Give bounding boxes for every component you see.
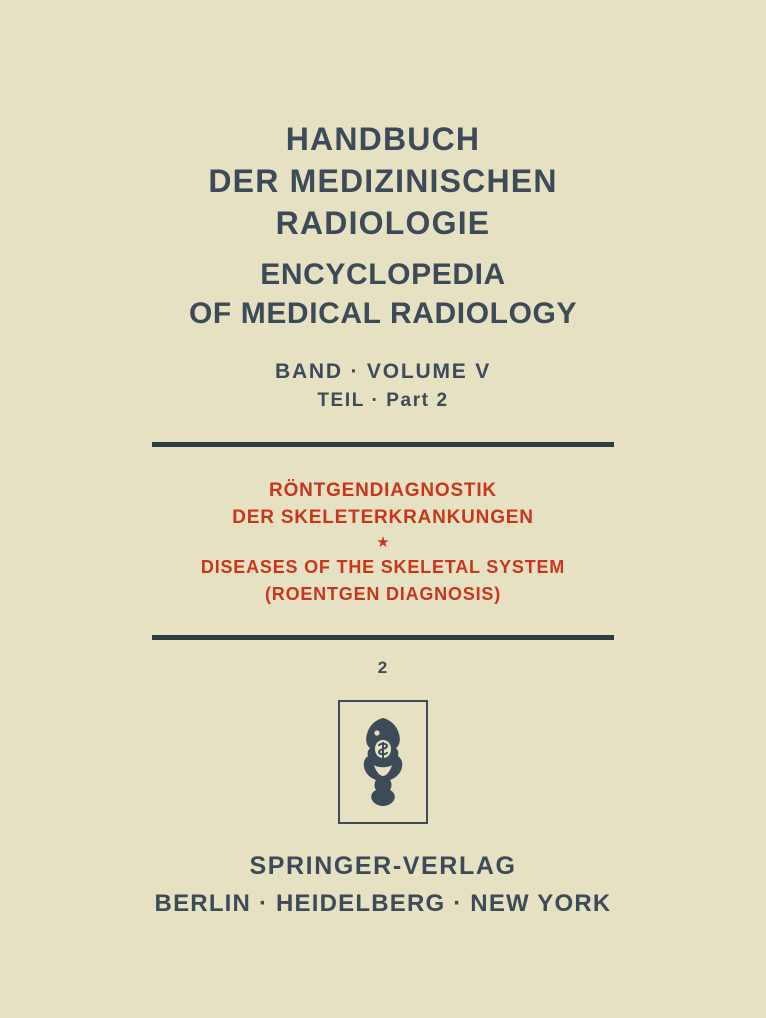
- subtitle-en-2: (ROENTGEN DIAGNOSIS): [264, 583, 501, 604]
- springer-knight-icon: [338, 700, 428, 824]
- divider-bottom: [152, 635, 614, 640]
- subtitle-de-2: DER SKELETERKRANKUNGEN: [232, 507, 534, 529]
- knight-chess-logo-svg: [348, 710, 418, 814]
- volume-label: BAND · VOLUME V: [275, 359, 491, 383]
- publisher-name: SPRINGER-VERLAG: [249, 851, 517, 880]
- part-label: TEIL · Part 2: [317, 390, 449, 412]
- volume-block: [275, 356, 491, 416]
- publisher-logo-wrap: [338, 700, 428, 824]
- title-line-de-2: DER MEDIZINISCHEN: [208, 163, 558, 200]
- publisher-cities: BERLIN · HEIDELBERG · NEW YORK: [154, 889, 612, 917]
- subtitle-en-1: DISEASES OF THE SKELETAL SYSTEM: [200, 557, 566, 578]
- title-spacer: [189, 245, 577, 255]
- part-number: 2: [377, 657, 389, 677]
- title-line-de-3: RADIOLOGIE: [275, 205, 491, 242]
- publisher-block: [155, 852, 612, 918]
- main-title: [189, 118, 577, 334]
- subtitle-de-1: RÖNTGENDIAGNOSTIK: [269, 479, 497, 501]
- divider-top: [152, 442, 614, 447]
- title-line-en-2: OF MEDICAL RADIOLOGY: [188, 297, 578, 331]
- title-line-de-1: HANDBUCH: [285, 121, 481, 157]
- subtitle-block: [201, 477, 565, 607]
- star-icon: ★: [376, 533, 390, 551]
- title-line-en-1: ENCYCLOPEDIA: [260, 257, 506, 291]
